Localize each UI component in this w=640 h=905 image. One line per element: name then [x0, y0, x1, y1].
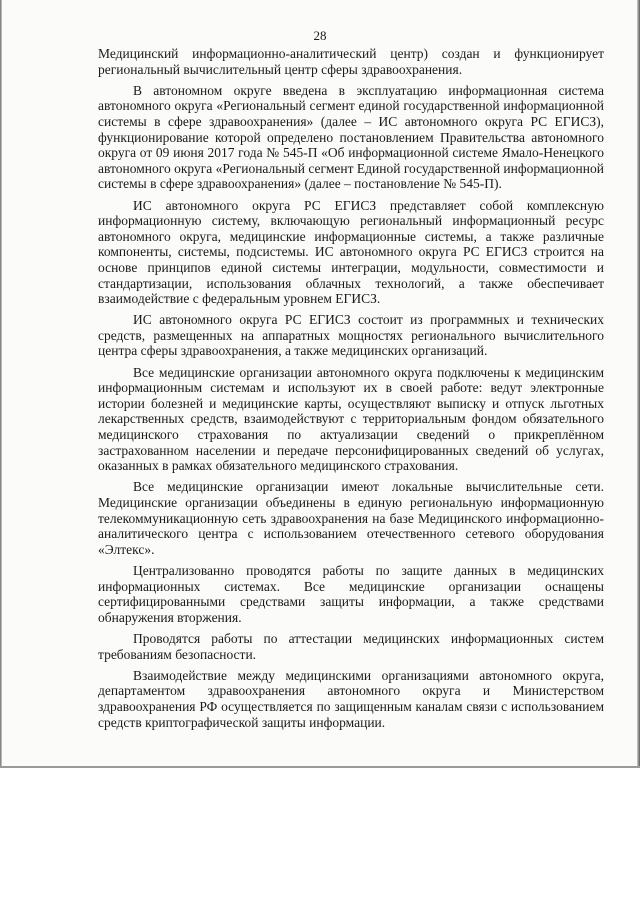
document-body: [98, 46, 604, 736]
paragraph-9: Взаимодействие между медицинскими организациями автономного округа, департаментом здравоохранения автономного округа и Министерством здравоохранения РФ осуществляется по защищенным каналам связи с использованием средств криптографической защиты информации.: [98, 667, 604, 730]
paragraph-6: Все медицинские организации имеют локальные вычислительные сети. Медицинские организации объединены в единую региональную информационную телекоммуникационную сеть здравоохранения на базе Медицинского информационно-аналитического центра с использованием отечественного сетевого оборудования «Элтекс».: [98, 479, 604, 557]
paragraph-8: Проводятся работы по аттестации медицинских информационных систем требованиям безопасности.: [98, 630, 604, 662]
paragraph-1: Медицинский информационно-аналитический центр) создан и функционирует региональный вычислительный центр сферы здравоохранения.: [98, 46, 604, 77]
scan-edge-left: [0, 0, 2, 768]
paragraph-7: Централизованно проводятся работы по защите данных в медицинских информационных системах. Все медицинские организации оснащены сертифицированными средствами защиты информации, а также средствами обнаружения вторжения.: [98, 562, 604, 625]
paragraph-4: ИС автономного округа РС ЕГИСЗ состоит из программных и технических средств, размещенных на аппаратных мощностях регионального вычислительного центра сферы здравоохранения, а также медицинских организаций.: [98, 312, 604, 359]
paragraph-5: Все медицинские организации автономного округа подключены к медицинским информационным системам и используют их в своей работе: ведут электронные истории болезней и медицинские карты, осуществляют выписку и отпуск льготных лекарственных средств, взаимодействуют с территориальным фондом обязательного медицинского страхования по актуализации сведений о прикреплённом застрахованном населении и передаче персонифицированных сведений об услугах, оказанных в рамках обязательного медицинского страхования.: [98, 364, 604, 474]
paragraph-3: ИС автономного округа РС ЕГИСЗ представляет собой комплексную информационную систему, включающую региональный информационный ресурс автономного округа, медицинские информационные системы, а также различные компоненты, системы, подсистемы. ИС автономного округа РС ЕГИСЗ строится на основе принципов единой системы интеграции, модульности, совместимости и стандартизации, использования облачных технологий, а также обеспечивает взаимодействие с федеральным уровнем ЕГИСЗ.: [98, 197, 604, 307]
paragraph-2: В автономном округе введена в эксплуатацию информационная система автономного округа «Региональный сегмент единой государственной информационной системы в сфере здравоохранения» (далее – ИС автономного округа РС ЕГИСЗ), функционирование которой определено постановлением Правительства автономного округа от 09 июня 2017 года № 545-П «Об информационной системе Ямало-Ненецкого автономного округа «Региональный сегмент Единой государственной информационной системы в сфере здравоохранения» (далее – постановление № 545-П).: [98, 82, 604, 192]
scan-edge-bottom: [0, 766, 640, 768]
page-number: 28: [313, 28, 327, 43]
